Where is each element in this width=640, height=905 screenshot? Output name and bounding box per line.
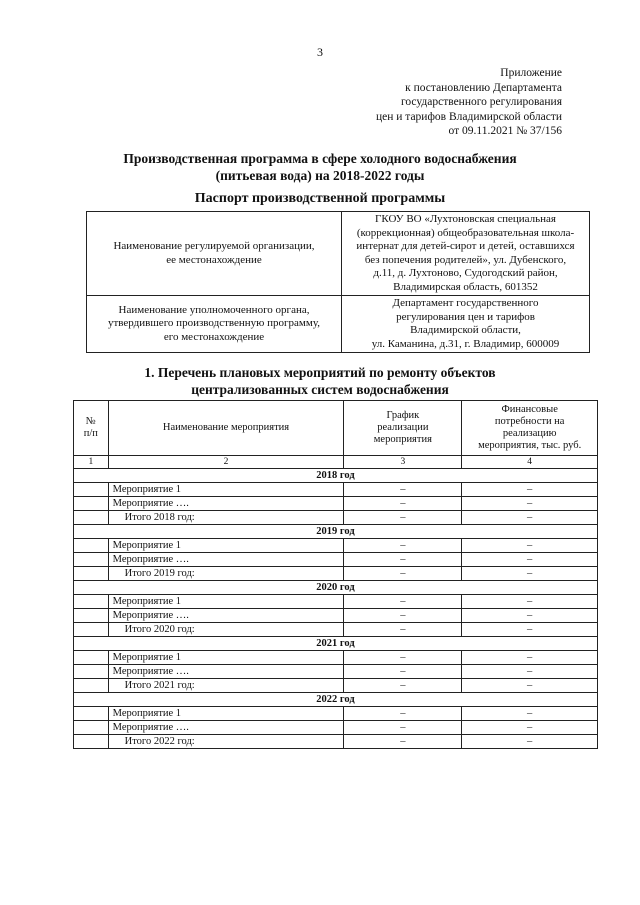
row-num-cell bbox=[74, 567, 109, 581]
schedule-value: – bbox=[344, 707, 462, 721]
schedule-value: – bbox=[344, 539, 462, 553]
schedule-value: – bbox=[344, 567, 462, 581]
year-label: 2022 год bbox=[74, 693, 598, 707]
year-row bbox=[74, 469, 598, 483]
event-name: Итого 2020 год: bbox=[108, 623, 344, 637]
passport-label bbox=[87, 296, 342, 353]
value-line: Владимирская область, 601352 bbox=[393, 280, 538, 293]
row-num-cell bbox=[74, 483, 109, 497]
page-number: 3 bbox=[317, 45, 323, 59]
passport-heading: Паспорт производственной программы bbox=[194, 191, 446, 206]
year-label: 2021 год bbox=[74, 637, 598, 651]
year-row bbox=[74, 637, 598, 651]
passport-row-authority bbox=[87, 296, 590, 353]
header-text: Наименование мероприятия bbox=[162, 422, 290, 433]
passport-row-organization bbox=[87, 212, 590, 296]
label-line: ее местонахождение bbox=[166, 253, 262, 266]
header-text: График bbox=[386, 410, 420, 421]
header-text: п/п bbox=[83, 428, 98, 439]
events-table bbox=[73, 400, 598, 749]
total-row bbox=[74, 511, 598, 525]
annex-line: цен и тарифов Владимирской области bbox=[375, 110, 562, 123]
event-name: Мероприятие 1 bbox=[108, 595, 344, 609]
value-line: ул. Каманина, д.31, г. Владимир, 600009 bbox=[371, 337, 560, 350]
section-line: централизованных систем водоснабжения bbox=[191, 382, 449, 397]
year-label: 2019 год bbox=[74, 525, 598, 539]
annex-line: от 09.11.2021 № 37/156 bbox=[448, 125, 562, 137]
finance-value: – bbox=[462, 707, 598, 721]
schedule-value: – bbox=[344, 511, 462, 525]
value-line: интернат для детей-сирот и детей, оставшихся bbox=[356, 240, 575, 252]
table-row bbox=[74, 553, 598, 567]
schedule-value: – bbox=[344, 651, 462, 665]
year-label: 2018 год bbox=[74, 469, 598, 483]
header-text: реализации bbox=[377, 422, 429, 433]
title-line: (питьевая вода) на 2018-2022 годы bbox=[215, 168, 425, 183]
table-row bbox=[74, 497, 598, 511]
event-name: Мероприятие 1 bbox=[108, 651, 344, 665]
schedule-value: – bbox=[344, 665, 462, 679]
year-label: 2020 год bbox=[74, 581, 598, 595]
schedule-value: – bbox=[344, 553, 462, 567]
value-line: Владимирской области, bbox=[410, 324, 521, 336]
header-row bbox=[74, 401, 598, 456]
row-num-cell bbox=[74, 651, 109, 665]
label-line: Наименование регулируемой организации, bbox=[113, 240, 315, 252]
event-name: Мероприятие 1 bbox=[108, 539, 344, 553]
schedule-value: – bbox=[344, 623, 462, 637]
year-row bbox=[74, 581, 598, 595]
row-num-cell bbox=[74, 679, 109, 693]
event-name: Итого 2021 год: bbox=[108, 679, 344, 693]
header-text: Финансовые bbox=[501, 404, 558, 415]
finance-value: – bbox=[462, 567, 598, 581]
event-name: Итого 2018 год: bbox=[108, 511, 344, 525]
header-text: № bbox=[85, 416, 96, 427]
schedule-value: – bbox=[344, 735, 462, 749]
schedule-value: – bbox=[344, 679, 462, 693]
schedule-value: – bbox=[344, 721, 462, 735]
finance-value: – bbox=[462, 539, 598, 553]
finance-value: – bbox=[462, 609, 598, 623]
column-number-row bbox=[74, 456, 598, 469]
schedule-value: – bbox=[344, 483, 462, 497]
annex-line: к постановлению Департамента bbox=[405, 81, 562, 94]
label-line: утвердившего производственную программу, bbox=[107, 317, 320, 330]
row-num-cell bbox=[74, 707, 109, 721]
value-line: регулирования цен и тарифов bbox=[396, 310, 535, 323]
finance-value: – bbox=[462, 735, 598, 749]
header-text: мероприятия, тыс. руб. bbox=[478, 440, 582, 451]
section-line: 1. Перечень плановых мероприятий по ремонту объектов bbox=[144, 365, 496, 380]
document-title bbox=[0, 150, 640, 184]
row-num-cell bbox=[74, 623, 109, 637]
header-finance bbox=[462, 401, 598, 456]
column-number: 3 bbox=[344, 456, 462, 469]
finance-value: – bbox=[462, 483, 598, 497]
header-text: потребности на bbox=[494, 416, 565, 427]
label-line: Наименование уполномоченного органа, bbox=[118, 303, 310, 316]
table-row bbox=[74, 539, 598, 553]
table-row bbox=[74, 707, 598, 721]
total-row bbox=[74, 623, 598, 637]
schedule-value: – bbox=[344, 497, 462, 511]
year-row bbox=[74, 525, 598, 539]
event-name: Мероприятие …. bbox=[108, 609, 344, 623]
row-num-cell bbox=[74, 497, 109, 511]
section-heading bbox=[0, 364, 640, 398]
events-body bbox=[74, 469, 598, 749]
event-name: Мероприятие …. bbox=[108, 665, 344, 679]
finance-value: – bbox=[462, 497, 598, 511]
title-line: Производственная программа в сфере холодного водоснабжения bbox=[123, 151, 517, 166]
event-name: Мероприятие …. bbox=[108, 721, 344, 735]
row-num-cell bbox=[74, 595, 109, 609]
finance-value: – bbox=[462, 553, 598, 567]
finance-value: – bbox=[462, 595, 598, 609]
value-line: ГКОУ ВО «Лухтоновская специальная bbox=[375, 213, 556, 225]
passport-value bbox=[342, 296, 590, 353]
event-name: Итого 2019 год: bbox=[108, 567, 344, 581]
schedule-value: – bbox=[344, 609, 462, 623]
event-name: Мероприятие 1 bbox=[108, 707, 344, 721]
finance-value: – bbox=[462, 679, 598, 693]
value-line: д.11, д. Лухтоново, Судогодский район, bbox=[373, 267, 558, 279]
finance-value: – bbox=[462, 623, 598, 637]
annex-block bbox=[376, 66, 562, 139]
row-num-cell bbox=[74, 539, 109, 553]
passport-table bbox=[86, 211, 590, 353]
passport-label bbox=[87, 212, 342, 296]
finance-value: – bbox=[462, 651, 598, 665]
event-name: Итого 2022 год: bbox=[108, 735, 344, 749]
schedule-value: – bbox=[344, 595, 462, 609]
row-num-cell bbox=[74, 735, 109, 749]
column-number: 2 bbox=[108, 456, 344, 469]
header-name bbox=[108, 401, 344, 456]
finance-value: – bbox=[462, 511, 598, 525]
year-row bbox=[74, 693, 598, 707]
value-line: без попечения родителей», ул. Дубенского, bbox=[364, 253, 567, 266]
table-row bbox=[74, 609, 598, 623]
total-row bbox=[74, 567, 598, 581]
row-num-cell bbox=[74, 665, 109, 679]
finance-value: – bbox=[462, 665, 598, 679]
header-text: мероприятия bbox=[373, 434, 432, 445]
label-line: его местонахождение bbox=[163, 330, 265, 343]
total-row bbox=[74, 735, 598, 749]
header-schedule bbox=[344, 401, 462, 456]
row-num-cell bbox=[74, 553, 109, 567]
event-name: Мероприятие 1 bbox=[108, 483, 344, 497]
row-num-cell bbox=[74, 609, 109, 623]
table-row bbox=[74, 721, 598, 735]
value-line: (коррекционная) общеобразовательная школа- bbox=[356, 226, 575, 239]
row-num-cell bbox=[74, 511, 109, 525]
finance-value: – bbox=[462, 721, 598, 735]
header-text: реализацию bbox=[502, 428, 557, 439]
passport-value bbox=[342, 212, 590, 296]
table-row bbox=[74, 651, 598, 665]
table-row bbox=[74, 595, 598, 609]
table-row bbox=[74, 665, 598, 679]
header-num bbox=[74, 401, 109, 456]
row-num-cell bbox=[74, 721, 109, 735]
column-number: 1 bbox=[74, 456, 109, 469]
annex-line: государственного регулирования bbox=[400, 96, 562, 108]
table-row bbox=[74, 483, 598, 497]
column-number: 4 bbox=[462, 456, 598, 469]
value-line: Департамент государственного bbox=[392, 297, 539, 309]
total-row bbox=[74, 679, 598, 693]
event-name: Мероприятие …. bbox=[108, 553, 344, 567]
event-name: Мероприятие …. bbox=[108, 497, 344, 511]
annex-line: Приложение bbox=[500, 67, 562, 79]
